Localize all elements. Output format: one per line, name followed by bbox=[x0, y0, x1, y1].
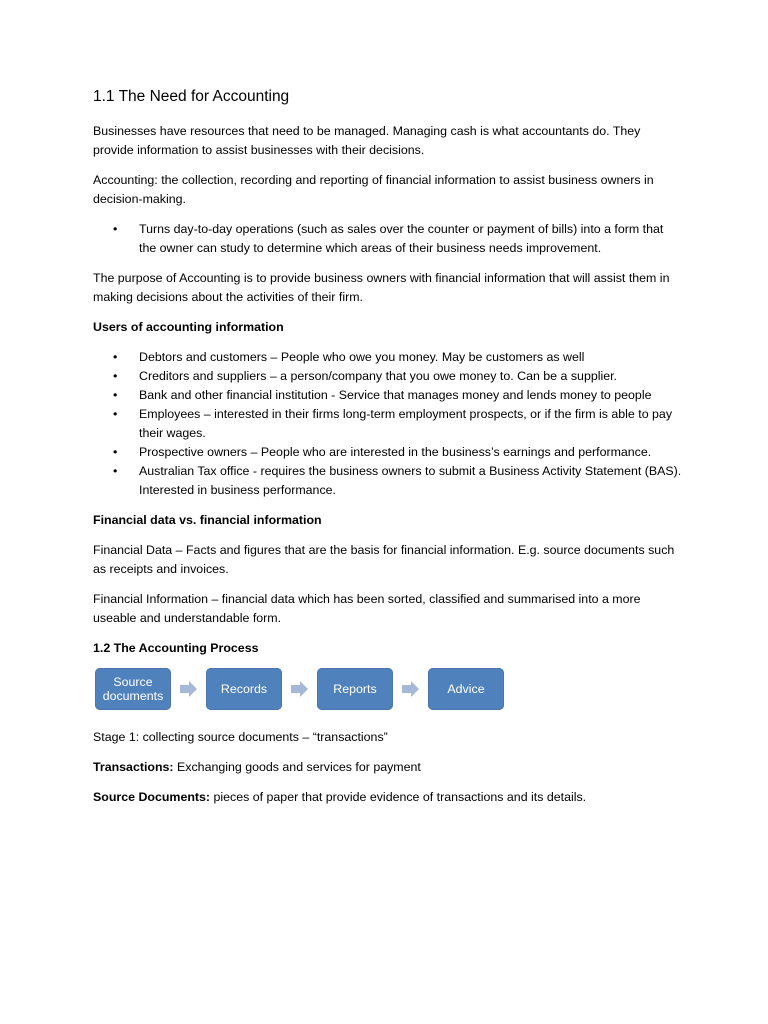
list-item bbox=[93, 367, 683, 386]
list-item bbox=[93, 348, 683, 367]
transactions-term: Transactions: bbox=[93, 760, 174, 774]
list-item-text: Prospective owners – People who are interested in the business’s earnings and performance. bbox=[139, 445, 652, 459]
bullet-icon: • bbox=[113, 222, 118, 236]
source-documents-term: Source Documents: bbox=[93, 790, 211, 804]
list-item-text: Employees – interested in their firms long-term employment prospects, or if the firm is able to pay their wages. bbox=[139, 407, 673, 440]
arrow-right-icon bbox=[282, 668, 317, 710]
intro-paragraph: Businesses have resources that need to be managed. Managing cash is what accountants do. They provide information to assist businesses with their decisions. bbox=[93, 124, 641, 157]
list-item-text: Bank and other financial institution - Service that manages money and lends money to people bbox=[139, 388, 652, 402]
users-list bbox=[93, 348, 683, 500]
data-vs-info-heading: Financial data vs. financial information bbox=[93, 513, 322, 527]
definition-term: Accounting: bbox=[93, 173, 158, 187]
process-heading: 1.2 The Accounting Process bbox=[93, 641, 259, 655]
users-heading: Users of accounting information bbox=[93, 320, 284, 334]
bullet-icon: • bbox=[113, 350, 118, 364]
bullet-icon: • bbox=[113, 407, 118, 421]
bullet-icon: • bbox=[113, 445, 118, 459]
stage-1-paragraph: Stage 1: collecting source documents – “transactions” bbox=[93, 730, 388, 744]
arrow-right-icon bbox=[171, 668, 206, 710]
list-item bbox=[93, 386, 683, 405]
bullet-icon: • bbox=[113, 369, 118, 383]
arrow-right-icon bbox=[393, 668, 428, 710]
source-documents-text: pieces of paper that provide evidence of transactions and its details. bbox=[210, 790, 587, 804]
document-content bbox=[93, 86, 683, 818]
list-item bbox=[93, 220, 683, 258]
list-item-text: Creditors and suppliers – a person/company that you owe money to. Can be a supplier. bbox=[139, 369, 618, 383]
transactions-definition bbox=[93, 758, 683, 777]
purpose-paragraph: The purpose of Accounting is to provide business owners with financial information that will assist them in making decisions about the activities of their firm. bbox=[93, 271, 670, 304]
bullet-icon: • bbox=[113, 464, 118, 478]
definition-bullet-list bbox=[93, 220, 683, 258]
process-step-source-documents: Source documents bbox=[95, 668, 171, 710]
process-step-reports: Reports bbox=[317, 668, 393, 710]
list-item bbox=[93, 405, 683, 443]
financial-data-paragraph: Financial Data – Facts and figures that are the basis for financial information. E.g. source documents such as receipts and invoices. bbox=[93, 543, 675, 576]
accounting-definition bbox=[93, 171, 683, 209]
section-title: 1.1 The Need for Accounting bbox=[93, 88, 290, 105]
accounting-process-diagram bbox=[95, 666, 683, 712]
list-item bbox=[93, 462, 683, 500]
financial-information-paragraph: Financial Information – financial data which has been sorted, classified and summarised into a more useable and understandable form. bbox=[93, 592, 641, 625]
process-step-advice: Advice bbox=[428, 668, 504, 710]
list-item-text: Debtors and customers – People who owe you money. May be customers as well bbox=[139, 350, 585, 364]
source-documents-definition bbox=[93, 788, 683, 807]
bullet-icon: • bbox=[113, 388, 118, 402]
transactions-text: Exchanging goods and services for payment bbox=[173, 760, 421, 774]
definition-text: the collection, recording and reporting of financial information to assist business owners in decision-making. bbox=[93, 173, 654, 206]
list-item bbox=[93, 443, 683, 462]
list-item-text: Turns day-to-day operations (such as sales over the counter or payment of bills) into a form that the owner can study to determine which areas of their business needs improvement. bbox=[139, 222, 664, 255]
list-item-text: Australian Tax office - requires the business owners to submit a Business Activity Statement (BAS). Interested in business performance. bbox=[139, 464, 682, 497]
process-step-records: Records bbox=[206, 668, 282, 710]
